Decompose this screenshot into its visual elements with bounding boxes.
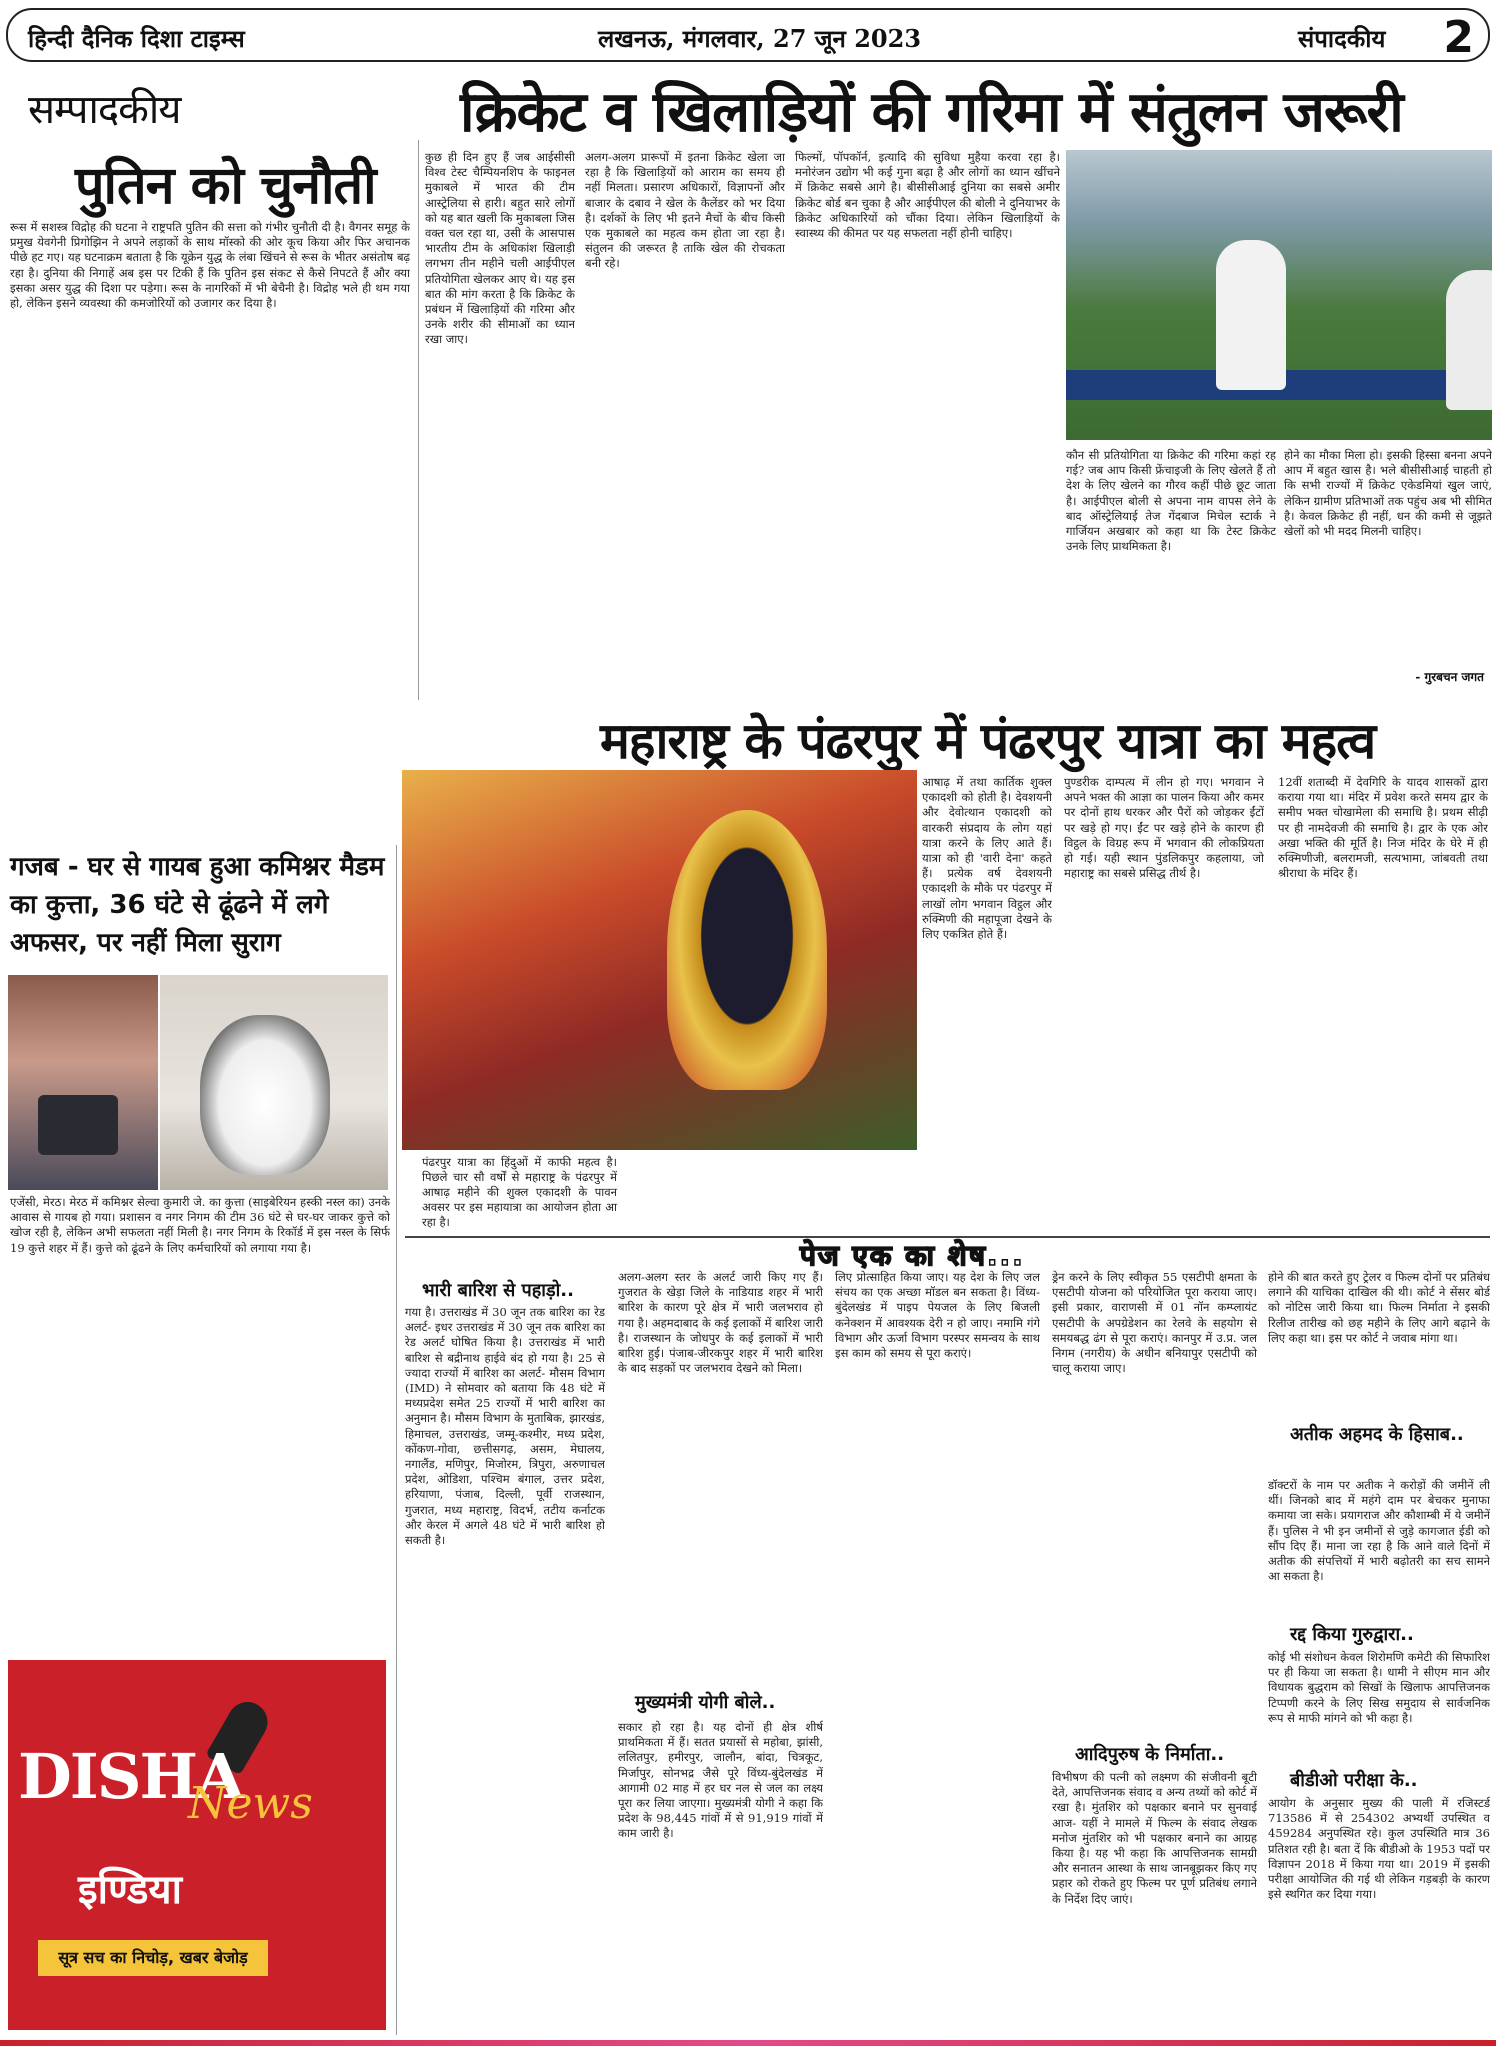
cricket-body-col5: होने का मौका मिला हो। इसकी हिस्सा बनना अपने आप में बहुत खास है। भले बीसीसीआई चाहती हो कि सभी राज्यों में क्रिकेट एकेडमियां खुल जाएं, लेकिन ग्रामीण प्रतिभाओं तक पहुंच अब भी सीमित है। केवल क्रिकेट ही नहीं, धन की कमी से जूझते खेलों को भी मदद मिलनी चाहिए। <box>1284 448 1492 539</box>
cricket-photo <box>1066 150 1492 440</box>
pandharpur-photo <box>402 770 917 1150</box>
dog-body: एजेंसी, मेरठ। मेरठ में कमिश्नर सेल्वा कुमारी जे. का कुत्ता (साइबेरियन हस्की नस्ल का) उनके आवास से गायब हो गया। प्रशासन व नगर निगम की टीम 36 घंटे से घर-घर जाकर कुत्ते को खोज रही है, लेकिन अभी सफलता नहीं मिली है। नगर निगम के रिकॉर्ड में इस नस्ल के सिर्फ 19 कुत्ते शहर में हैं। कुत्ते को ढूंढने के लिए कर्मचारियों को लगाया गया है। <box>10 1195 390 1255</box>
dog-face <box>200 1015 330 1175</box>
cricket-body-col1: कुछ ही दिन हुए हैं जब आईसीसी विश्व टेस्ट चैम्पियनशिप के फाइनल मुकाबले में भारत की टीम आस्ट्रेलिया से हारी। बहुत सारे लोगों को यह बात खली कि मुकाबला जिस वक्त चल रहा था, उसी के आसपास भारतीय टीम के अधिकांश खिलाड़ी लगभग तीन महीने चली आईपीएल प्रतियोगिता खेलकर आए थे। यह इस बात की मांग करता है कि क्रिकेट के प्रबंधन में खिलाड़ियों की गरिमा और उनके शरीर की सीमाओं का ध्यान रखा जाए। <box>425 150 575 347</box>
gurudwara-body: कोई भी संशोधन केवल शिरोमणि कमेटी की सिफारिश पर ही किया जा सकता है। धामी ने सीएम मान और विधायक बुद्धराम को सिखों के खिलाफ आपत्तिजनक टिप्पणी करने के लिए सिख समुदाय से सार्वजनिक रूप से माफी मांगने को भी कहा है। <box>1268 1650 1490 1725</box>
ad-news: News <box>188 1778 313 1829</box>
putin-body: रूस में सशस्त्र विद्रोह की घटना ने राष्ट्रपति पुतिन की सत्ता को गंभीर चुनौती दी है। वैगनर समूह के प्रमुख येवगेनी प्रिगोझिन ने अपने लड़ाकों के साथ मॉस्को की ओर कूच किया और फिर अचानक पीछे हट गए। यह घटनाक्रम बताता है कि यूक्रेन युद्ध के लंबा खिंचने से रूस के भीतर असंतोष बढ़ रहा है। दुनिया की निगाहें अब इस पर टिकी हैं कि पुतिन इस संकट से कैसे निपटते हैं और क्या इसका असर युद्ध की दिशा पर पड़ेगा। रूस के नागरिकों में भी बेचैनी है। विद्रोह भले ही थम गया हो, लेकिन इसने व्यवस्था की कमजोरियों को उजागर कर दिया है। <box>10 220 410 311</box>
adipurush-headline: आदिपुरुष के निर्माता.. <box>1075 1744 1225 1765</box>
page-section: संपादकीय <box>1298 24 1386 53</box>
cricket-byline: - गुरबचन जगत <box>1415 670 1484 684</box>
batter-figure <box>1216 240 1286 390</box>
gurudwara-headline: रद्द किया गुरुद्वारा.. <box>1290 1624 1414 1645</box>
bdo-body: आयोग के अनुसार मुख्य की पाली में रजिस्टर्ड 713586 में से 254302 अभ्यर्थी उपस्थित व 459284 अनुपस्थित रहे। कुल उपस्थिति मात्र 36 प्रतिशत रही है। बता दें कि बीडीओ के 1953 पदों पर विज्ञापन 2018 में किया गया था। 2019 में इसकी परीक्षा आयोजित की गई थी लेकिन गड़बड़ी के कारण इसे स्थगित कर दिया गया। <box>1268 1796 1490 1902</box>
bottom-color-bar <box>0 2040 1496 2046</box>
pandharpur-headline: महाराष्ट्र के पंढरपुर में पंढरपुर यात्रा का महत्व <box>600 712 1376 770</box>
yogi-body2: लिए प्रोत्साहित किया जाए। यह देश के लिए जल संचय का एक अच्छा मॉडल बन सकता है। विंध्य-बुंदेलखंड में पाइप पेयजल के लिए बिजली कनेक्शन में आवश्यक देरी न हो जाए। नमामि गंगे विभाग और ऊर्जा विभाग परस्पर समन्वय के साथ इस काम को समय से पूरा कराएं। <box>835 1270 1040 1361</box>
pandharpur-body-col2: पुण्डरीक दाम्पत्य में लीन हो गए। भगवान ने अपने भक्त की आज्ञा का पालन किया और कमर पर दोनों हाथ धरकर और पैरों को जोड़कर ईंटों पर खड़े हो गए। ईंट पर खड़े होने के कारण ही विट्ठल के विग्रह रूप में भगवान की लोकप्रियता हो गई। यही स्थान पुंडलिकपुर कहलाया, जो महाराष्ट्र का सबसे प्रसिद्ध तीर्थ है। <box>1064 775 1264 881</box>
vitthal-deity-image <box>667 810 827 1090</box>
rain-headline: भारी बारिश से पहाड़ो.. <box>422 1280 574 1301</box>
dateline: लखनऊ, मंगलवार, 27 जून 2023 <box>598 24 922 53</box>
pandharpur-body-col3: 12वीं शताब्दी में देवगिरि के यादव शासकों द्वारा कराया गया था। मंदिर में प्रवेश करते समय द्वार के समीप भक्त चोखामेला की समाधि है। प्रथम सीढ़ी पर ही नामदेवजी की समाधि है। द्वार के एक ओर अखा भक्ति की मूर्ति है। निज मंदिर के घेरे में ही रुक्मिणीजी, बलरामजी, सत्यभामा, जांबवती तथा श्रीराधा के मंदिर हैं। <box>1278 775 1488 881</box>
tablet-device <box>38 1095 118 1155</box>
keeper-figure <box>1446 270 1492 410</box>
cricket-body-col4: कौन सी प्रतियोगिता या क्रिकेट की गरिमा कहां रह गई? जब आप किसी फ्रेंचाइजी के लिए खेलते हैं तो देश के लिए खेलने का गौरव कहीं पीछे छूट जाता है। आईपीएल बोली से अपना नाम वापस लेने के बाद ऑस्ट्रेलियाई तेज गेंदबाज मिचेल स्टार्क ने गार्जियन अखबार को कहा था कि टेस्ट क्रिकेट उनके लिए प्राथमिकता है। <box>1066 448 1276 554</box>
cricket-headline: क्रिकेट व खिलाड़ियों की गरिमा में संतुलन जरूरी <box>460 80 1403 145</box>
pandharpur-caption: पंढरपुर यात्रा का हिंदुओं में काफी महत्व है। पिछले चार सौ वर्षों से महाराष्ट्र के पंढरपुर में आषाढ़ महीने की शुक्ल एकादशी के पावन अवसर पर इस महायात्रा का आयोजन होता आ रहा है। <box>422 1155 617 1229</box>
page-number: 2 <box>1443 12 1474 63</box>
commissioner-photo <box>8 975 158 1190</box>
pandharpur-body-col1: आषाढ़ में तथा कार्तिक शुक्ल एकादशी को होती है। देवशयनी और देवोत्थान एकादशी को वारकरी संप्रदाय के लोग यहां यात्रा करने के लिए आते हैं। यात्रा को ही 'वारी देना' कहते हैं। प्रत्येक वर्ष देवशयनी एकादशी के मौके पर पंढरपुर में लाखों लोग भगवान विट्ठल और रुक्मिणी की महापूजा देखने के लिए एकत्रित होते हैं। <box>922 775 1052 942</box>
dog-headline: गजब - घर से गायब हुआ कमिश्नर मैडम का कुत्ता, 36 घंटे से ढूंढने में लगे अफसर, पर नहीं मिला सुराग <box>10 852 385 958</box>
ad-tagline: सूत्र सच का निचोड़, खबर बेजोड़ <box>38 1940 268 1976</box>
section-title: सम्पादकीय <box>28 87 181 133</box>
husky-dog-photo <box>160 975 388 1190</box>
rain-body2: अलग-अलग स्तर के अलर्ट जारी किए गए हैं। गुजरात के खेड़ा जिले के नाडियाड शहर में भारी बारिश के कारण पूरे क्षेत्र में भारी जलभराव हो गया है। अहमदाबाद के कई इलाकों में बारिश जारी है। राजस्थान के जोधपुर के कई इलाकों में भारी बारिश हुई। पंजाब-जीरकपुर शहर में भारी बारिश के बाद सड़कों पर जलभराव देखने को मिला। <box>618 1270 823 1376</box>
yogi-body: सकार हो रहा है। यह दोनों ही क्षेत्र शीर्ष प्राथमिकता में हैं। सतत प्रयासों से महोबा, झांसी, ललितपुर, हमीरपुर, जालौन, बांदा, चित्रकूट, मिर्जापुर, सोनभद्र जैसे पूरे विंध्य-बुंदेलखंड में आगामी 02 माह में हर घर नल से जल का लक्ष्य पूरा कर लिया जाएगा। मुख्यमंत्री योगी ने कहा कि प्रदेश के 98,445 गांवों में से 91,919 गांवों में काम जारी है। <box>618 1720 823 1841</box>
atiq-headline: अतीक अहमद के हिसाब.. <box>1290 1424 1464 1445</box>
ad-brand: DISHA <box>18 1740 243 1813</box>
paper-name: हिन्दी दैनिक दिशा टाइम्स <box>28 24 245 53</box>
adipurush-body-top: होने की बात करते हुए ट्रेलर व फिल्म दोनों पर प्रतिबंध लगाने की याचिका दाखिल की थी। कोर्ट ने सेंसर बोर्ड को नोटिस जारी किया था। फिल्म निर्माता ने इसकी रिलीज तारीख को छह महीने के लिए आगे बढ़ाने के लिए कहा था। इस पर कोर्ट ने जवाब मांगा था। <box>1268 1270 1490 1345</box>
cricket-body-col2: अलग-अलग प्रारूपों में इतना क्रिकेट खेला जा रहा है कि खिलाड़ियों को आराम का समय ही नहीं मिलता। प्रसारण अधिकारों, विज्ञापनों और बाजार के दबाव ने खेल के कैलेंडर को भर दिया है। दर्शकों के लिए भी इतने मैचों के बीच किसी एक मुकाबले का महत्व कम होता जा रहा है। संतुलन की जरूरत है ताकि खेल की रोचकता बनी रहे। <box>585 150 785 271</box>
putin-headline: पुतिन को चुनौती <box>75 156 376 216</box>
cricket-body-col3: फिल्मों, पॉपकॉर्न, इत्यादि की सुविधा मुहैया करवा रहा है। मनोरंजन उद्योग भी कई गुना बढ़ा है और लोगों का ध्यान खींचने में क्रिकेट सबसे आगे है। बीसीसीआई दुनिया का सबसे अमीर क्रिकेट बोर्ड बन चुका है और आईपीएल की बोली ने दुनियाभर के क्रिकेट अधिकारियों को चौंका दिया। लेकिन खिलाड़ियों के स्वास्थ्य की कीमत पर यह सफलता नहीं होनी चाहिए। <box>795 150 1060 241</box>
yogi-body3: ड्रेन करने के लिए स्वीकृत 55 एसटीपी क्षमता के एसटीपी योजना को परियोजित पूरा कराया जाए। इसी प्रकार, वाराणसी में 01 नॉन कम्प्लायंट एसटीपी के अपग्रेडेशन का रेलवे के सहयोग से समयबद्ध ढंग से पूरा कराएं। कानपुर में उ.प्र. जल निगम (नगरीय) के अधीन बनियापुर एसटीपी को चालू कराया जाए। <box>1052 1270 1257 1376</box>
atiq-body: डॉक्टरों के नाम पर अतीक ने करोड़ों की जमीनें ली थीं। जिनको बाद में महंगे दाम पर बेचकर मुनाफा कमाया जा सके। प्रयागराज और कौशाम्बी में ये जमीनें हैं। पुलिस ने भी इन जमीनों से जुड़े कागजात ईडी को सौंप दिए हैं। माना जा रहा है कि आने वाले दिनों में अतीक की संपत्तियों में भारी बढ़ोतरी का सच सामने आ सकता है। <box>1268 1478 1490 1584</box>
bdo-headline: बीडीओ परीक्षा के.. <box>1290 1770 1418 1791</box>
shesh-label: पेज एक का शेष... <box>800 1239 1025 1272</box>
yogi-headline: मुख्यमंत्री योगी बोले.. <box>635 1692 776 1713</box>
adipurush-body: विभीषण की पत्नी को लक्ष्मण की संजीवनी बूटी देते, आपत्तिजनक संवाद व अन्य तथ्यों को कोर्ट में रखा है। मुंतशिर को पक्षकार बनाने पर सुनवाई आज- यहीं ने मामले में फिल्म के संवाद लेखक मनोज मुंतशिर को भी पक्षकार बनाने का आग्रह किया है। यह भी कहा कि आपत्तिजनक सामग्री और सनातन आस्था के साथ जानबूझकर किए गए प्रहार को रोकते हुए फिल्म पर पूर्ण प्रतिबंध लगाने के निर्देश दिए जाएं। <box>1052 1770 1257 1906</box>
disha-news-ad <box>8 1660 386 2030</box>
masthead <box>6 8 1490 62</box>
rain-body: गया है। उत्तराखंड में 30 जून तक बारिश का रेड अलर्ट- इधर उत्तराखंड में 30 जून तक बारिश का रेड अलर्ट घोषित किया है। उत्तराखंड में भारी बारिश से बद्रीनाथ हाईवे बंद हो गया है। 25 से ज्यादा राज्यों में बारिश का अलर्ट- मौसम विभाग (IMD) ने सोमवार को बताया कि 48 घंटे में मध्यप्रदेश समेत 25 राज्यों में भारी बारिश का अनुमान है। मौसम विभाग के मुताबिक, झारखंड, हिमाचल, उत्तराखंड, जम्मू-कश्मीर, मध्य प्रदेश, कोंकण-गोवा, छत्तीसगढ़, असम, मेघालय, नगालैंड, मणिपुर, मिजोरम, त्रिपुरा, अरुणाचल प्रदेश, ओडिशा, पश्चिम बंगाल, उत्तर प्रदेश, हरियाणा, पंजाब, दिल्ली, पूर्वी राजस्थान, गुजरात, मध्य महाराष्ट्र, विदर्भ, तटीय कर्नाटक और केरल में अगले 48 घंटे में भारी बारिश हो सकती है। <box>405 1305 605 1548</box>
ad-country: इण्डिया <box>78 1867 182 1913</box>
